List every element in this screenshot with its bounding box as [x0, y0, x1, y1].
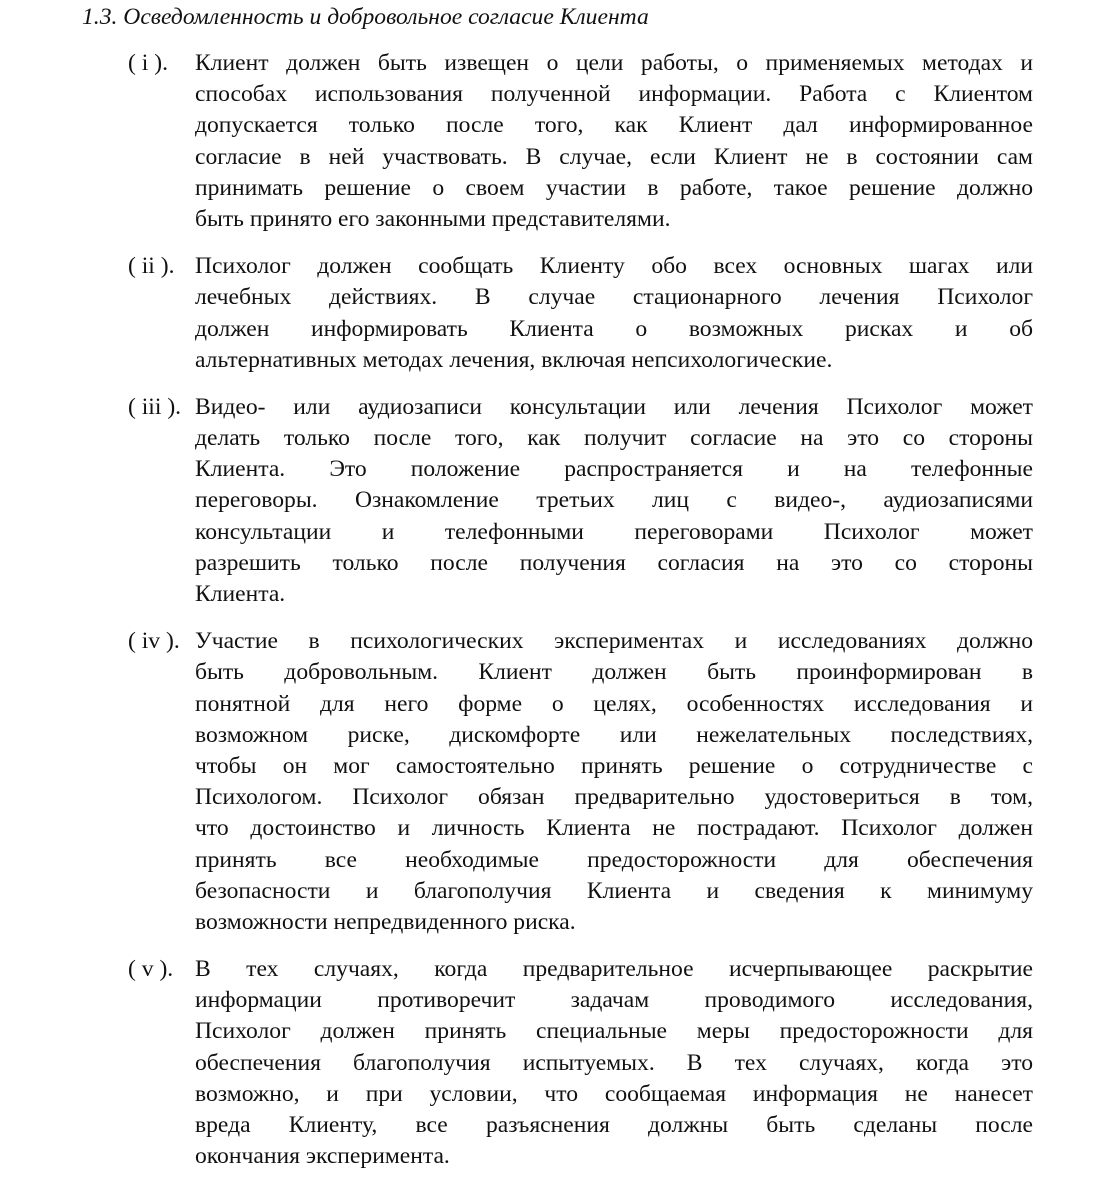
text-line: лечебных действиях. В случае стационарного лечения Психолог [195, 284, 1033, 311]
text-line: допускается только после того, как Клиент дал информированное [195, 112, 1033, 139]
clause-text [195, 48, 1033, 235]
text-line: Клиент должен быть извещен о цели работы, о применяемых методах и [195, 50, 1033, 76]
text-line: Психолог должен принять специальные меры предосторожности для [195, 1018, 1033, 1045]
text-line: возможности непредвиденного риска. [195, 908, 576, 935]
clause-item [0, 954, 1108, 1172]
text-line: переговоры. Ознакомление третьих лиц с видео-, аудиозаписями [195, 487, 1033, 514]
text-line: чтобы он мог самостоятельно принять решение о сотрудничестве с [195, 752, 1033, 779]
text-line: Психолог должен сообщать Клиенту обо всех основных шагах или [195, 253, 1033, 280]
text-line: безопасности и благополучия Клиента и сведения к минимуму [195, 877, 1033, 904]
text-line: способах использования полученной информации. Работа с Клиентом [195, 81, 1033, 108]
text-line: согласие в ней участвовать. В случае, если Клиент не в состоянии сам [195, 143, 1033, 170]
clause-item [0, 626, 1108, 938]
text-line: делать только после того, как получит согласие на это со стороны [195, 425, 1033, 452]
text-line: Видео- или аудиозаписи консультации или лечения Психолог может [195, 393, 1033, 420]
text-line: альтернативных методах лечения, включая непсихологические. [195, 346, 833, 373]
clause-label: ( ii ). [128, 253, 175, 280]
clause-text [195, 626, 1033, 938]
text-line: В тех случаях, когда предварительное исчерпывающее раскрытие [195, 956, 1033, 983]
text-line: что достоинство и личность Клиента не пострадают. Психолог должен [195, 815, 1033, 842]
text-line: понятной для него форме о целях, особенностях исследования и [195, 690, 1033, 717]
clause-item [0, 48, 1108, 235]
text-line: информации противоречит задачам проводимого исследования, [195, 987, 1033, 1014]
clause-text [195, 251, 1033, 376]
text-line: Клиента. Это положение распространяется и на телефонные [195, 456, 1033, 483]
clause-label: ( iv ). [128, 628, 180, 655]
clause-text [195, 392, 1033, 610]
clause-label: ( i ). [128, 50, 168, 76]
clause-item [0, 392, 1108, 610]
text-line: возможном риске, дискомфорте или нежелательных последствиях, [195, 721, 1033, 748]
text-line: консультации и телефонными переговорами Психолог может [195, 518, 1033, 545]
clause-item [0, 251, 1108, 376]
text-line: должен информировать Клиента о возможных рисках и об [195, 315, 1033, 342]
text-line: возможно, и при условии, что сообщаемая информация не нанесет [195, 1080, 1033, 1107]
text-line: Клиента. [195, 581, 286, 607]
clause-label: ( v ). [128, 956, 174, 983]
text-line: вреда Клиенту, все разъяснения должны быть сделаны после [195, 1112, 1033, 1138]
text-line: принимать решение о своем участии в работе, такое решение должно [195, 174, 1033, 201]
clause-list [0, 48, 1108, 1188]
text-line: быть принято его законными представителями. [195, 205, 671, 232]
text-line: Психологом. Психолог обязан предварительно удостовериться в том, [195, 784, 1033, 811]
clause-text [195, 954, 1033, 1172]
text-line: Участие в психологических экспериментах и исследованиях должно [195, 628, 1033, 655]
text-line: принять все необходимые предосторожности для обеспечения [195, 846, 1033, 873]
text-line: разрешить только после получения согласия на это со стороны [195, 549, 1033, 576]
text-line: обеспечения благополучия испытуемых. В тех случаях, когда это [195, 1049, 1033, 1076]
text-line: быть добровольным. Клиент должен быть проинформирован в [195, 659, 1033, 686]
text-line: окончания эксперимента. [195, 1143, 450, 1170]
clause-label: ( iii ). [128, 393, 182, 420]
section-heading: 1.3. Осведомленность и добровольное согласие Клиента [82, 4, 649, 30]
